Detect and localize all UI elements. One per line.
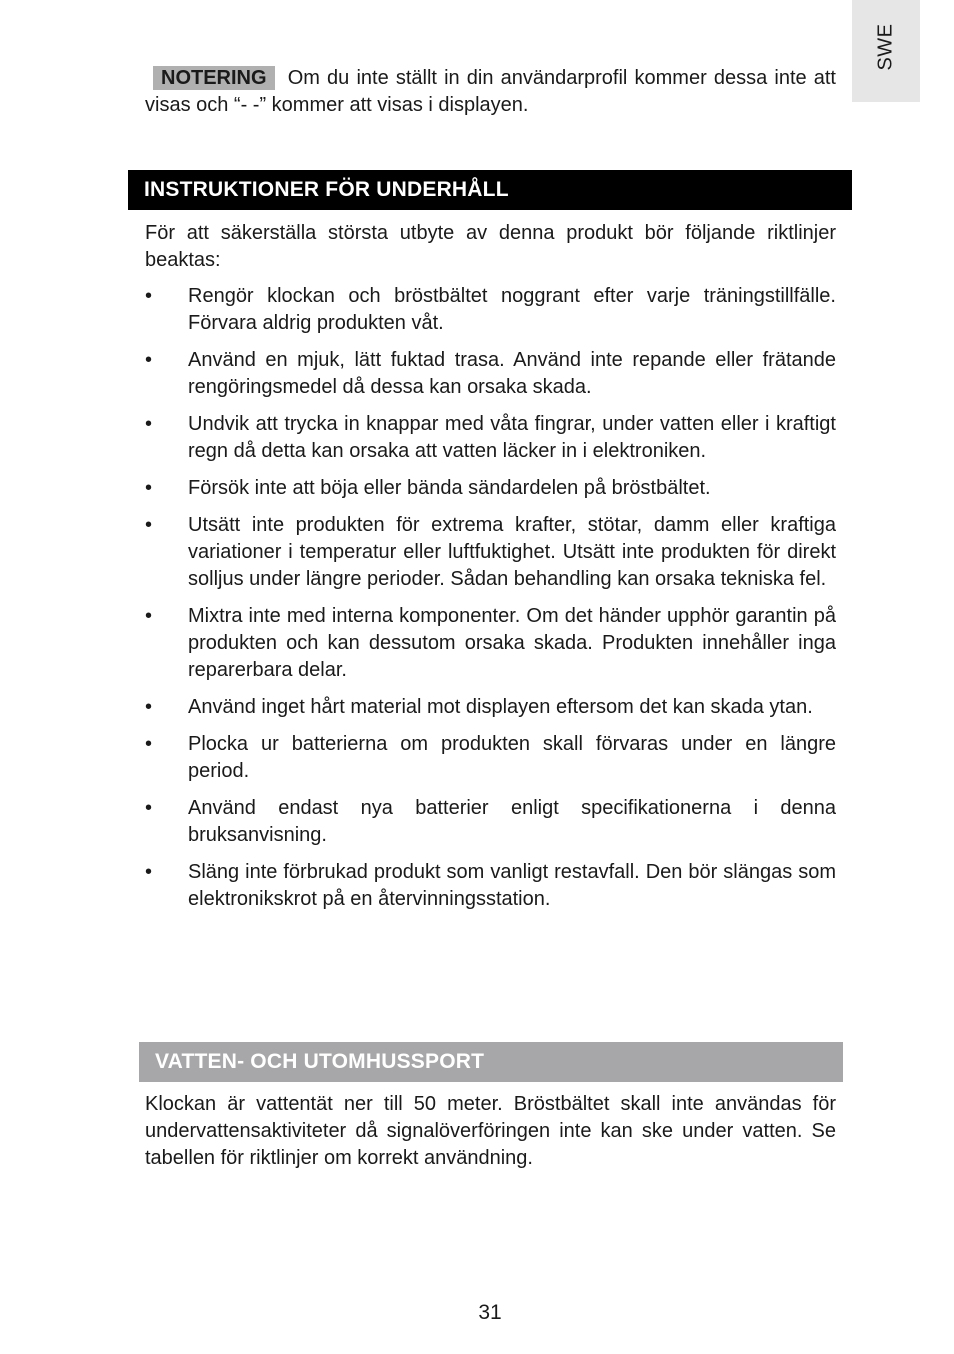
list-item-text: Mixtra inte med interna komponenter. Om det händer upphör garantin på produkten och kan dessutom orsaka skada. Produkten innehåller inga reparerbara delar. [188,605,836,681]
bullet-icon: • [145,733,153,755]
maintenance-intro: För att säkerställa största utbyte av denna produkt bör följande riktlinjer beaktas: [145,222,836,271]
list-item [145,859,836,913]
note-paragraph [145,65,836,119]
list-item-text: Släng inte förbrukad produkt som vanligt restavfall. Den bör slängas som elektronikskrot på en återvinningsstation. [188,861,836,910]
bullet-icon: • [145,605,153,627]
maintenance-list [145,283,836,923]
list-item-text: Försök inte att böja eller bända sändardelen på bröstbältet. [188,477,711,499]
list-item-text: Utsätt inte produkten för extrema krafter, stötar, damm eller kraftiga variationer i temperatur eller luftfuktighet. Utsätt inte produkten för direkt solljus under längre perioder. Sådan behandling kan orsaka tekniska fel. [188,514,836,590]
list-item-text: Använd inget hårt material mot displayen eftersom det kan skada ytan. [188,696,813,718]
list-item [145,603,836,684]
list-item [145,795,836,849]
bullet-icon: • [145,349,153,371]
list-item-text: Använd endast nya batterier enligt specifikationerna i denna bruksanvisning. [188,797,836,846]
language-tab [852,0,920,102]
page-number: 31 [478,1301,502,1324]
bullet-icon: • [145,696,153,718]
list-item-text: Använd en mjuk, lätt fuktad trasa. Använd inte repande eller frätande rengöringsmedel då dessa kan orsaka skada. [188,349,836,398]
bullet-icon: • [145,514,153,536]
water-paragraph: Klockan är vattentät ner till 50 meter. Bröstbältet skall inte användas för undervattensaktiviteter då signalöverföringen inte kan ske under vatten. Se tabellen för riktlinjer om korrekt användning. [145,1093,836,1169]
list-item [145,475,836,502]
list-item-text: Undvik att trycka in knappar med våta fingrar, under vatten eller i kraftigt regn då detta kan orsaka att vatten läcker in i elektroniken. [188,413,836,462]
list-item-text: Rengör klockan och bröstbältet noggrant efter varje träningstillfälle. Förvara aldrig produkten våt. [188,285,836,334]
bullet-icon: • [145,413,153,435]
bullet-icon: • [145,861,153,883]
list-item-text: Plocka ur batterierna om produkten skall förvaras under en längre period. [188,733,836,782]
list-item [145,512,836,593]
list-item [145,694,836,721]
bullet-icon: • [145,285,153,307]
list-item [145,411,836,465]
language-tab-label: SWE [874,23,897,71]
water-heading: VATTEN- OCH UTOMHUSSPORT [139,1042,843,1082]
list-item [145,731,836,785]
note-label: NOTERING [153,66,275,90]
list-item [145,283,836,337]
note-text: Om du inte ställt in din användarprofil kommer dessa inte att visas och “- -” kommer att visas i displayen. [145,67,836,116]
bullet-icon: • [145,477,153,499]
maintenance-heading: INSTRUKTIONER FÖR UNDERHÅLL [128,170,852,210]
list-item [145,347,836,401]
bullet-icon: • [145,797,153,819]
